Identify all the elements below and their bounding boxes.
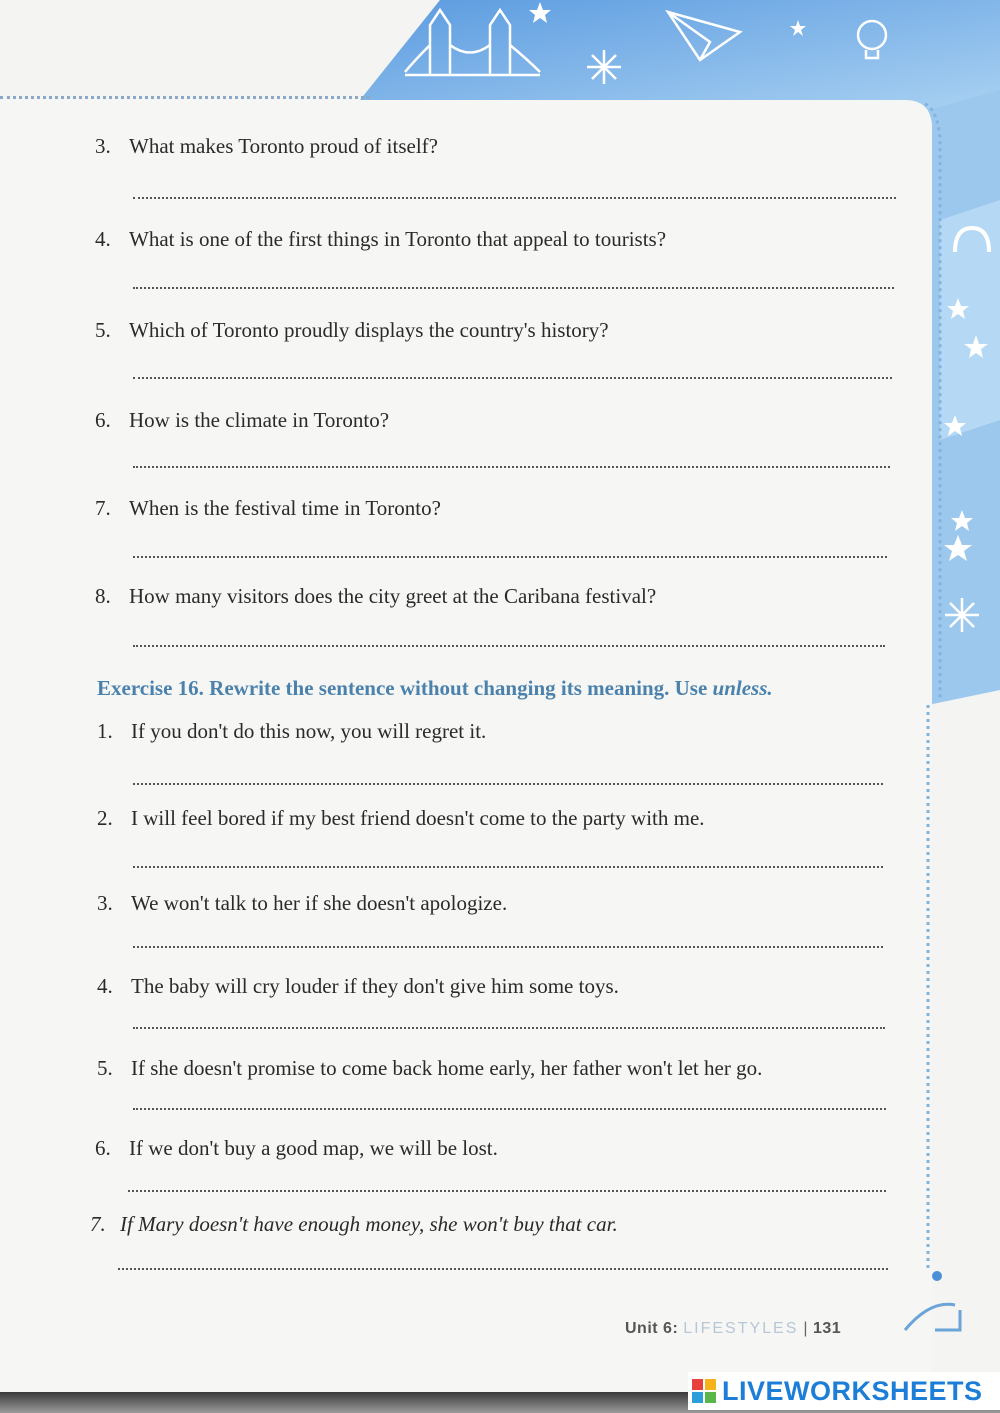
exercise-heading bbox=[97, 676, 773, 701]
answer-line[interactable] bbox=[133, 1027, 885, 1029]
question-item bbox=[95, 408, 389, 433]
question-text: When is the festival time in Toronto? bbox=[129, 496, 441, 520]
rewrite-text: If Mary doesn't have enough money, she won't buy that car. bbox=[120, 1212, 618, 1236]
rewrite-number: 2. bbox=[97, 806, 113, 830]
footer-separator: | bbox=[803, 1320, 808, 1337]
snowflake-icon bbox=[587, 50, 621, 84]
answer-line[interactable] bbox=[133, 197, 896, 199]
answer-line[interactable] bbox=[133, 1108, 886, 1110]
rewrite-number: 6. bbox=[95, 1136, 111, 1160]
answer-line[interactable] bbox=[133, 377, 892, 379]
liveworksheets-brand bbox=[688, 1372, 1000, 1410]
rewrite-text: If you don't do this now, you will regret it. bbox=[131, 719, 487, 743]
rewrite-item bbox=[90, 1212, 618, 1237]
answer-line[interactable] bbox=[133, 645, 885, 647]
question-number: 7. bbox=[95, 496, 111, 520]
rewrite-item bbox=[95, 1136, 498, 1161]
snowflake-icon-2 bbox=[945, 598, 979, 632]
liveworksheets-logo-icon bbox=[692, 1379, 716, 1403]
rewrite-text: I will feel bored if my best friend doesn't come to the party with me. bbox=[131, 806, 705, 830]
question-item bbox=[95, 318, 609, 343]
rewrite-text: If we don't buy a good map, we will be lost. bbox=[129, 1136, 498, 1160]
answer-line[interactable] bbox=[133, 287, 894, 289]
footer-topic: LIFESTYLES bbox=[683, 1320, 799, 1337]
rewrite-number: 1. bbox=[97, 719, 113, 743]
footer-page-number: 131 bbox=[812, 1320, 842, 1337]
question-number: 5. bbox=[95, 318, 111, 342]
answer-line[interactable] bbox=[128, 1190, 886, 1192]
rewrite-item bbox=[97, 974, 619, 999]
rewrite-number: 4. bbox=[97, 974, 113, 998]
rewrite-text: We won't talk to her if she doesn't apologize. bbox=[131, 891, 508, 915]
answer-line[interactable] bbox=[133, 946, 883, 948]
exercise-title: Exercise 16. Rewrite the sentence without changing its meaning. Use bbox=[97, 676, 708, 700]
rewrite-item bbox=[97, 891, 507, 916]
rewrite-number: 5. bbox=[97, 1056, 113, 1080]
question-item bbox=[95, 496, 441, 521]
question-number: 6. bbox=[95, 408, 111, 432]
rewrite-item bbox=[97, 719, 486, 744]
footer-unit: Unit 6: bbox=[625, 1320, 679, 1337]
question-number: 8. bbox=[95, 584, 111, 608]
question-number: 3. bbox=[95, 134, 111, 158]
ornament-dot bbox=[932, 1271, 942, 1281]
question-text: How many visitors does the city greet at the Caribana festival? bbox=[129, 584, 657, 608]
answer-line[interactable] bbox=[133, 866, 883, 868]
rewrite-number: 3. bbox=[97, 891, 113, 915]
top-dotted-rule bbox=[0, 96, 370, 99]
question-number: 4. bbox=[95, 227, 111, 251]
rewrite-text: If she doesn't promise to come back home early, her father won't let her go. bbox=[131, 1056, 763, 1080]
rewrite-item bbox=[97, 806, 705, 831]
question-item bbox=[95, 584, 656, 609]
rewrite-item bbox=[97, 1056, 762, 1081]
question-item bbox=[95, 134, 438, 159]
rewrite-text: The baby will cry louder if they don't give him some toys. bbox=[131, 974, 619, 998]
page-footer bbox=[625, 1320, 841, 1338]
question-text: What makes Toronto proud of itself? bbox=[129, 134, 438, 158]
question-text: How is the climate in Toronto? bbox=[129, 408, 390, 432]
answer-line[interactable] bbox=[133, 783, 883, 785]
question-item bbox=[95, 227, 666, 252]
question-text: Which of Toronto proudly displays the country's history? bbox=[129, 318, 609, 342]
brand-name: LIVEWORKSHEETS bbox=[722, 1375, 983, 1406]
answer-line[interactable] bbox=[133, 556, 887, 558]
rewrite-number: 7. bbox=[90, 1212, 106, 1236]
exercise-title-emphasis: unless. bbox=[712, 676, 773, 700]
question-text: What is one of the first things in Toronto that appeal to tourists? bbox=[129, 227, 667, 251]
answer-line[interactable] bbox=[133, 466, 890, 468]
answer-line[interactable] bbox=[118, 1268, 888, 1270]
